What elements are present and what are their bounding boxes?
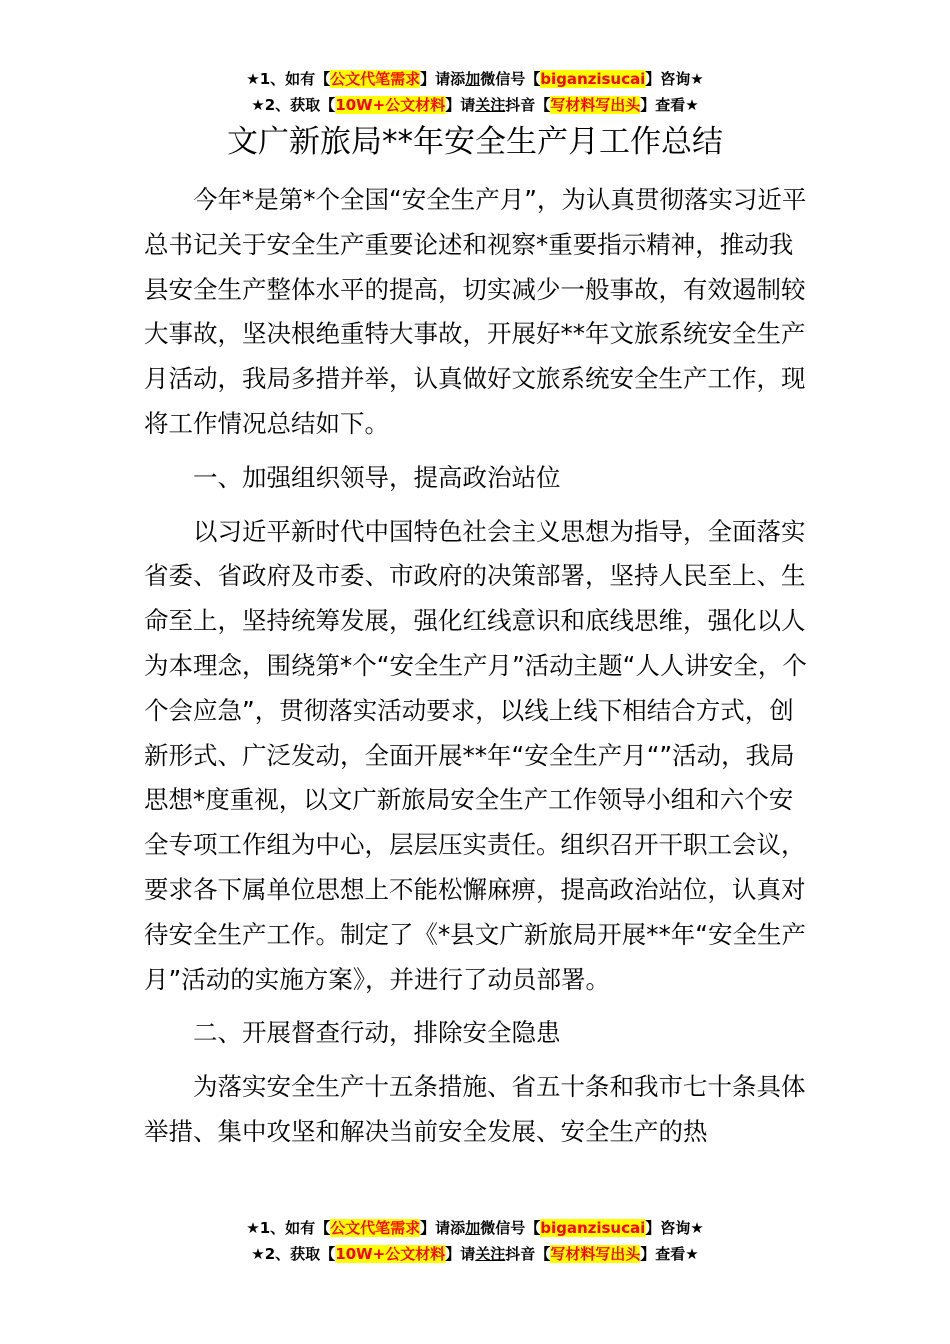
promo-highlight-douyin: 写材料写出头 <box>550 96 641 114</box>
promo-line-2: ★2、获取【10W+公文材料】请关注抖音【写材料写出头】查看★ <box>251 1245 699 1263</box>
document-title: 文广新旅局**年安全生产月工作总结 <box>227 124 723 160</box>
promo-highlight-douyin: 写材料写出头 <box>550 1245 641 1263</box>
section-1-paragraph: 以习近平新时代中国特色社会主义思想为指导，全面落实省委、省政府及市委、市政府的决策部署，坚持人民至上、生命至上，坚持统筹发展，强化红线意识和底线思维，强化以人为本理念，围绕第*个“安全生产月”活动主题“人人讲安全，个个会应急”，贯彻落实活动要求，以线上线下相结合方式，创新形式、广泛发动，全面开展**年“安全生产月“”活动，我局思想*度重视，以文广新旅局安全生产工作领导小组和六个安全专项工作组为中心，层层压实责任。组织召开干职工会议，要求各下属单位思想上不能松懈麻痹，提高政治站位，认真对待安全生产工作。制定了《*县文广新旅局开展**年“安全生产月”活动的实施方案》，并进行了动员部署。 <box>144 516 807 994</box>
promo-header <box>0 66 950 118</box>
intro-paragraph: 今年*是第*个全国“安全生产月”，为认真贯彻落实习近平总书记关于安全生产重要论述和视察*重要指示精神，推动我县安全生产整体水平的提高，切实减少一般事故，有效遏制较大事故，坚决根绝重特大事故，开展好**年文旅系统安全生产月活动，我局多措并举，认真做好文旅系统安全生产工作，现将工作情况总结如下。 <box>144 185 807 438</box>
promo-highlight-service: 公文代笔需求 <box>330 1219 421 1237</box>
promo-highlight-materials: 10W+公文材料 <box>335 96 446 114</box>
section-heading-1: 一、加强组织领导，提高政治站位 <box>193 462 561 492</box>
section-heading-2: 二、开展督查行动，排除安全隐患 <box>193 1018 561 1048</box>
promo-line-1: ★1、如有【公文代笔需求】请添加微信号【biganzisucai】咨询★ <box>246 1219 704 1237</box>
section-2-paragraph: 为落实安全生产十五条措施、省五十条和我市七十条具体举措、集中攻坚和解决当前安全发展、安全生产的热 <box>144 1072 806 1146</box>
promo-line-1: ★1、如有【公文代笔需求】请添加微信号【biganzisucai】咨询★ <box>246 70 704 88</box>
promo-highlight-service: 公文代笔需求 <box>330 70 421 88</box>
document-body <box>144 178 814 1155</box>
promo-highlight-wechat: biganzisucai <box>540 1219 646 1237</box>
promo-highlight-wechat: biganzisucai <box>540 70 646 88</box>
promo-line-2: ★2、获取【10W+公文材料】请关注抖音【写材料写出头】查看★ <box>251 96 699 114</box>
promo-highlight-materials: 10W+公文材料 <box>335 1245 446 1263</box>
promo-footer <box>0 1215 950 1267</box>
